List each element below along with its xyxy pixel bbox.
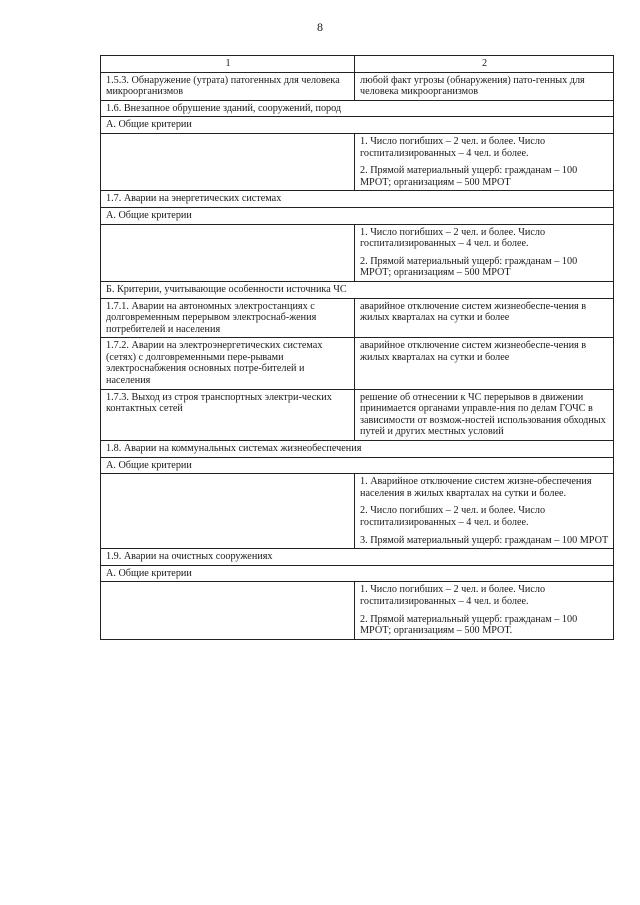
section-title-1-7: 1.7. Аварии на энергетических системах [101, 191, 614, 208]
empty-cell [101, 224, 355, 281]
criterion: 2. Число погибших – 2 чел. и более. Число госпитализированных – 4 чел. и более. [360, 505, 546, 528]
empty-cell [101, 474, 355, 549]
item-1-7-1-name: 1.7.1. Аварии на автономных электростанциях с долговременным перерывом электроснаб-жения потребителей и населения [101, 298, 355, 338]
item-1-5-3-name: 1.5.3. Обнаружение (утрата) патогенных для человека микроорганизмов [101, 72, 355, 100]
table-row [101, 338, 614, 389]
criterion: 1. Число погибших – 2 чел. и более. Число госпитализированных – 4 чел. и более. [360, 584, 546, 607]
table-row [101, 474, 614, 549]
criterion: 2. Прямой материальный ущерб: гражданам – 100 МРОТ; организациям – 500 МРОТ. [360, 613, 578, 637]
section-1-6-criteria [355, 133, 614, 190]
table-row [101, 72, 614, 100]
section-1-6-general-criteria-heading: А. Общие критерии [101, 117, 614, 134]
criterion: 2. Прямой материальный ущерб: гражданам – 100 МРОТ; организациям – 500 МРОТ [360, 255, 578, 279]
item-1-7-1-criterion: аварийное отключение систем жизнеобеспе-чения в жилых кварталах на сутки и более [355, 298, 614, 338]
section-1-7-source-criteria-heading: Б. Критерии, учитывающие особенности источника ЧС [101, 281, 614, 298]
item-1-7-3-criterion: решение об отнесении к ЧС перерывов в движении принимается органами управле-ния по делам ГОЧС в зависимости от возмож-ностей использования обходных путей и других местных условий [355, 389, 614, 440]
section-1-9-general-criteria-heading: А. Общие критерии [101, 565, 614, 582]
column-header-2: 2 [355, 56, 614, 73]
criteria-table [100, 55, 614, 640]
item-1-7-2-criterion: аварийное отключение систем жизнеобеспе-чения в жилых кварталах на сутки и более [355, 338, 614, 389]
table-row [101, 133, 614, 190]
item-1-5-3-criterion: любой факт угрозы (обнаружения) пато-генных для человека микроорганизмов [355, 72, 614, 100]
section-1-7-criteria [355, 224, 614, 281]
table-row [101, 389, 614, 440]
section-title-1-9: 1.9. Аварии на очистных сооружениях [101, 549, 614, 566]
table-row [101, 582, 614, 639]
empty-cell [101, 582, 355, 639]
section-1-9-criteria [355, 582, 614, 639]
criterion: 3. Прямой материальный ущерб: гражданам – 100 МРОТ [360, 534, 609, 546]
section-1-7-general-criteria-heading: А. Общие критерии [101, 207, 614, 224]
column-header-row [101, 56, 614, 73]
column-header-1: 1 [101, 56, 355, 73]
table-row [101, 298, 614, 338]
empty-cell [101, 133, 355, 190]
criterion: 1. Число погибших – 2 чел. и более. Число госпитализированных – 4 чел. и более. [360, 226, 546, 250]
page-number: 8 [317, 20, 323, 34]
item-1-7-3-name: 1.7.3. Выход из строя транспортных электри-ческих контактных сетей [101, 389, 355, 440]
section-title-1-6: 1.6. Внезапное обрушение зданий, сооружений, пород [101, 100, 614, 117]
criterion: 2. Прямой материальный ущерб: гражданам – 100 МРОТ; организациям – 500 МРОТ [360, 165, 578, 188]
criterion: 1. Число погибших – 2 чел. и более. Число госпитализированных – 4 чел. и более. [360, 135, 546, 159]
section-1-8-criteria [355, 474, 614, 549]
criterion: 1. Аварийное отключение систем жизне-обеспечения населения в жилых кварталах на сутки и более. [360, 476, 592, 499]
section-1-8-general-criteria-heading: А. Общие критерии [101, 457, 614, 474]
item-1-7-2-name: 1.7.2. Аварии на электроэнергетических системах (сетях) с долговременными пере-рывами электроснабжения основных потре-бителей и населения [101, 338, 355, 389]
table-row [101, 224, 614, 281]
section-title-1-8: 1.8. Аварии на коммунальных системах жизнеобеспечения [101, 441, 614, 458]
